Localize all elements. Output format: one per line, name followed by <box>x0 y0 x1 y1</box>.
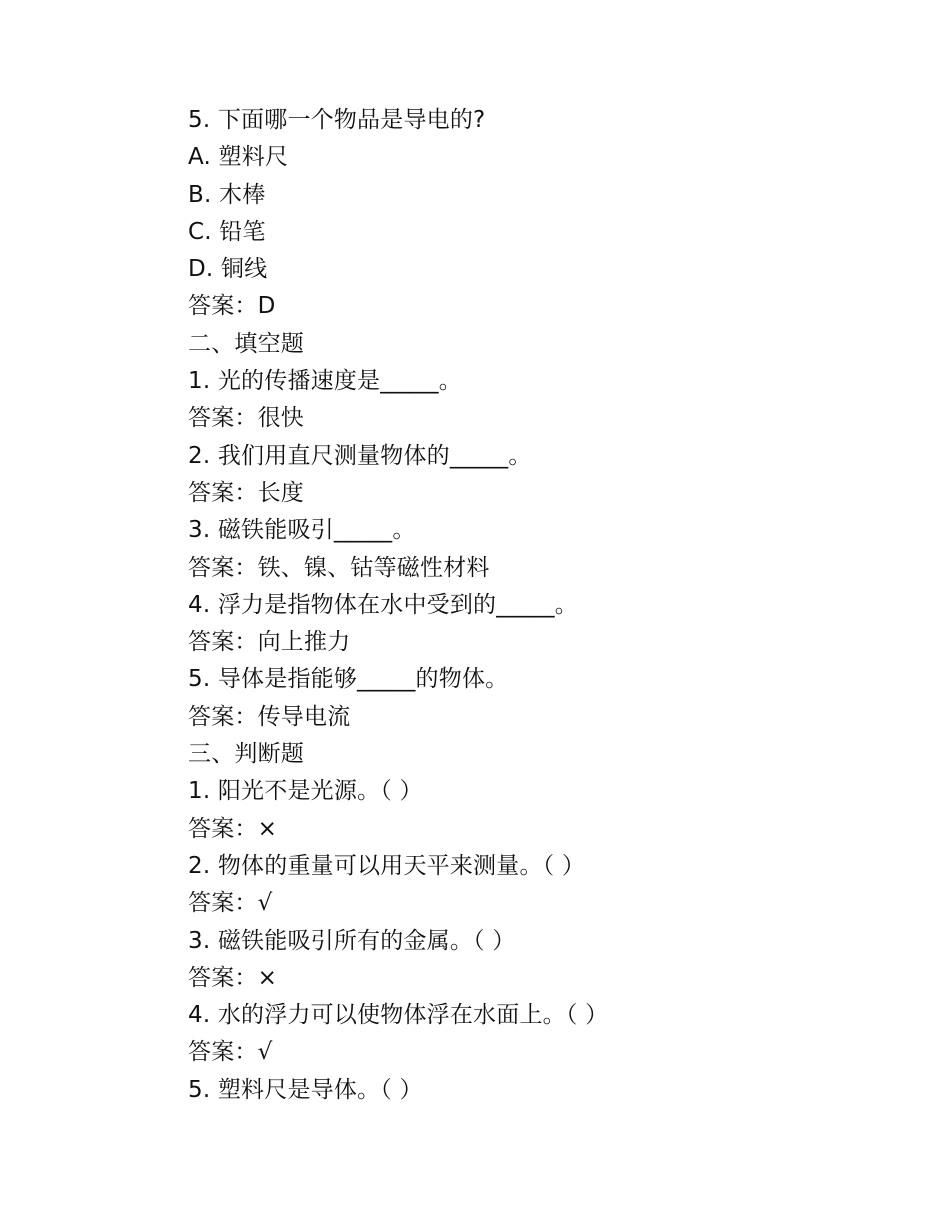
answer-tf-3: 答案：× <box>188 964 278 991</box>
tf-question-3: 3. 磁铁能吸引所有的金属。（ ） <box>188 927 516 954</box>
option-d: D. 铜线 <box>188 256 268 283</box>
option-c: C. 铅笔 <box>188 218 266 245</box>
fill-question-1: 1. 光的传播速度是_____。 <box>188 368 462 395</box>
answer-fill-2: 答案：长度 <box>188 479 304 506</box>
answer-fill-5: 答案：传导电流 <box>188 703 351 730</box>
tf-question-1: 1. 阳光不是光源。（ ） <box>188 778 423 805</box>
answer-choice-5: 答案：D <box>188 293 276 320</box>
document-page <box>188 102 888 1109</box>
tf-question-2: 2. 物体的重量可以用天平来测量。（ ） <box>188 852 586 879</box>
fill-question-5: 5. 导体是指能够_____的物体。 <box>188 666 509 693</box>
fill-question-3: 3. 磁铁能吸引_____。 <box>188 517 416 544</box>
choice-question-5: 5. 下面哪一个物品是导电的? <box>188 107 486 133</box>
section-heading-fill-blank: 二、填空题 <box>188 330 304 357</box>
fill-question-2: 2. 我们用直尺测量物体的_____。 <box>188 442 532 469</box>
answer-tf-4: 答案：√ <box>188 1039 273 1066</box>
answer-tf-2: 答案：√ <box>188 890 273 917</box>
tf-question-5: 5. 塑料尺是导体。（ ） <box>188 1076 423 1103</box>
answer-tf-1: 答案：× <box>188 815 278 842</box>
fill-question-4: 4. 浮力是指物体在水中受到的_____。 <box>188 591 578 618</box>
answer-fill-4: 答案：向上推力 <box>188 629 351 656</box>
tf-question-4: 4. 水的浮力可以使物体浮在水面上。（ ） <box>188 1002 609 1029</box>
section-heading-true-false: 三、判断题 <box>188 741 304 768</box>
answer-fill-1: 答案：很快 <box>188 405 304 432</box>
option-a: A. 塑料尺 <box>188 144 289 171</box>
answer-fill-3: 答案：铁、镍、钴等磁性材料 <box>188 554 490 581</box>
option-b: B. 木棒 <box>188 181 266 208</box>
